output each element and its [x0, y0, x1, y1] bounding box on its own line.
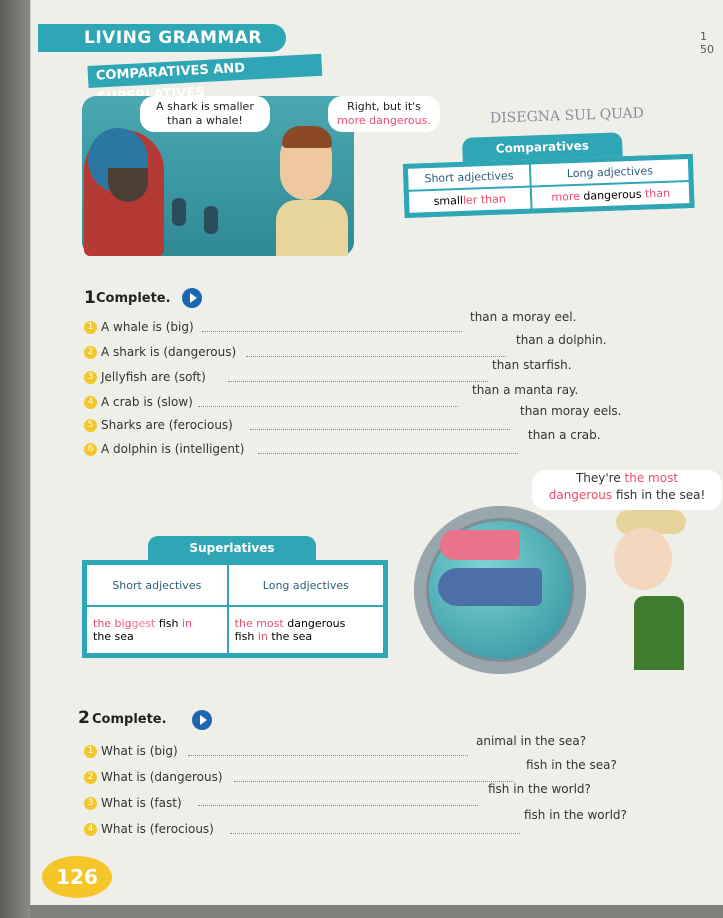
table-grid	[406, 157, 692, 215]
item-ending: than a manta ray.	[472, 383, 579, 397]
young-man-figure	[276, 200, 348, 256]
answer-line[interactable]	[198, 804, 478, 806]
speech-text: They're	[575, 471, 625, 485]
handwritten-corner-note: 1 50	[700, 30, 714, 56]
exercise-number: 1	[84, 288, 96, 308]
speech-bubble-right	[328, 96, 440, 132]
number-badge: 4	[84, 396, 97, 409]
speech-highlight: the most	[624, 471, 679, 485]
answer-line[interactable]	[188, 754, 468, 756]
table-header: Long adjectives	[228, 564, 384, 606]
number-badge: 2	[84, 346, 97, 359]
page-banner: LIVING GRAMMAR	[38, 24, 286, 52]
item-prompt: What is (ferocious)	[101, 822, 214, 836]
pink-shark-illustration	[440, 530, 520, 560]
table-title: Superlatives	[148, 536, 316, 560]
table-frame	[403, 154, 695, 218]
table-cell-text: dangerous	[283, 617, 346, 630]
item-ending: fish in the world?	[488, 782, 591, 796]
blue-shark-illustration	[438, 568, 542, 606]
answer-line[interactable]	[250, 428, 510, 430]
table-cell-highlight: the most	[234, 617, 284, 630]
item-ending: than starfish.	[492, 358, 572, 372]
exercise-heading: Complete.	[92, 712, 167, 727]
diver-figure	[204, 206, 218, 234]
table-cell-highlight: more	[551, 189, 581, 204]
table-cell	[86, 606, 228, 654]
number-badge: 1	[84, 745, 97, 758]
number-badge: 2	[84, 771, 97, 784]
table-cell-text: small	[433, 193, 464, 208]
table-frame	[82, 560, 388, 658]
bubble-line: more dangerous.	[337, 114, 431, 127]
section-title: COMPARATIVES AND	[87, 54, 322, 88]
page-number: 126	[42, 856, 112, 898]
item-ending: than a dolphin.	[516, 333, 607, 347]
table-grid	[85, 563, 385, 655]
item-prompt: A dolphin is (intelligent)	[101, 442, 245, 456]
item-ending: animal in the sea?	[476, 734, 587, 748]
item-prompt: What is (dangerous)	[101, 770, 223, 784]
table-header: Short adjectives	[86, 564, 228, 606]
speech-text: fish in the sea!	[612, 488, 706, 502]
play-icon[interactable]	[182, 288, 202, 308]
comparatives-table	[402, 130, 695, 218]
table-cell-text: the sea	[93, 630, 134, 643]
table-cell	[408, 187, 532, 214]
bubble-line: Right, but it's	[347, 100, 421, 113]
item-prompt: What is (big)	[101, 744, 178, 758]
table-cell-text: the sea	[267, 630, 313, 643]
answer-line[interactable]	[198, 405, 458, 407]
young-man-hair	[282, 126, 332, 148]
table-cell-text: fish	[155, 617, 182, 630]
list-item	[84, 808, 664, 844]
item-prompt: A crab is (slow)	[101, 395, 193, 409]
handwritten-top-note: DISEGNA SUL QUAD	[489, 105, 645, 127]
table-cell-highlight: than	[644, 186, 671, 201]
item-prompt: A whale is (big)	[101, 320, 194, 334]
chef-body	[634, 596, 684, 670]
diver-figure	[172, 198, 186, 226]
answer-line[interactable]	[246, 355, 506, 357]
bubble-line: than a whale!	[167, 114, 243, 127]
answer-line[interactable]	[230, 832, 520, 834]
book-spine-shadow	[0, 0, 30, 918]
answer-line[interactable]	[202, 330, 462, 332]
answer-line[interactable]	[228, 380, 488, 382]
item-prompt: Sharks are (ferocious)	[101, 418, 233, 432]
bubble-line: A shark is smaller	[156, 100, 254, 113]
item-prompt: Jellyfish are (soft)	[101, 370, 206, 384]
exercise1-list	[84, 310, 644, 463]
speech-bubble-left	[140, 96, 270, 132]
table-header: Long adjectives	[530, 158, 689, 187]
exercise-heading: Complete.	[96, 291, 171, 306]
item-ending: fish in the sea?	[526, 758, 617, 772]
number-badge: 3	[84, 371, 97, 384]
table-cell-highlight: than	[477, 192, 507, 207]
item-ending: than a crab.	[528, 428, 601, 442]
number-badge: 4	[84, 823, 97, 836]
table-cell-highlight: ler	[462, 193, 478, 207]
table-cell-highlight: in	[257, 630, 268, 643]
exercise2-list	[84, 734, 664, 844]
table-row	[86, 606, 384, 654]
table-cell-text: dangerous	[579, 187, 646, 203]
item-ending: fish in the world?	[524, 808, 627, 822]
play-icon[interactable]	[192, 710, 212, 730]
table-header-row	[86, 564, 384, 606]
exercise-number: 2	[78, 708, 90, 728]
chef-speech-bubble	[532, 470, 722, 510]
number-badge: 1	[84, 321, 97, 334]
number-badge: 3	[84, 797, 97, 810]
list-item	[84, 428, 644, 463]
table-cell-highlight: gest	[131, 617, 156, 630]
answer-line[interactable]	[258, 452, 518, 454]
superlatives-table	[82, 536, 388, 658]
table-header: Short adjectives	[407, 164, 531, 191]
table-cell	[531, 181, 690, 210]
item-prompt: What is (fast)	[101, 796, 182, 810]
number-badge: 5	[84, 419, 97, 432]
item-prompt: A shark is (dangerous)	[101, 345, 237, 359]
table-cell-highlight: the big	[93, 617, 132, 630]
item-ending: than moray eels.	[520, 404, 622, 418]
number-badge: 6	[84, 443, 97, 456]
table-cell-text: fish	[234, 630, 258, 643]
table-cell-highlight: in	[182, 617, 193, 630]
chef-head	[614, 528, 672, 590]
table-title: Comparatives	[462, 132, 623, 162]
speech-highlight: dangerous	[548, 488, 613, 502]
item-ending: than a moray eel.	[470, 310, 577, 324]
answer-line[interactable]	[234, 780, 514, 782]
table-cell	[228, 606, 384, 654]
